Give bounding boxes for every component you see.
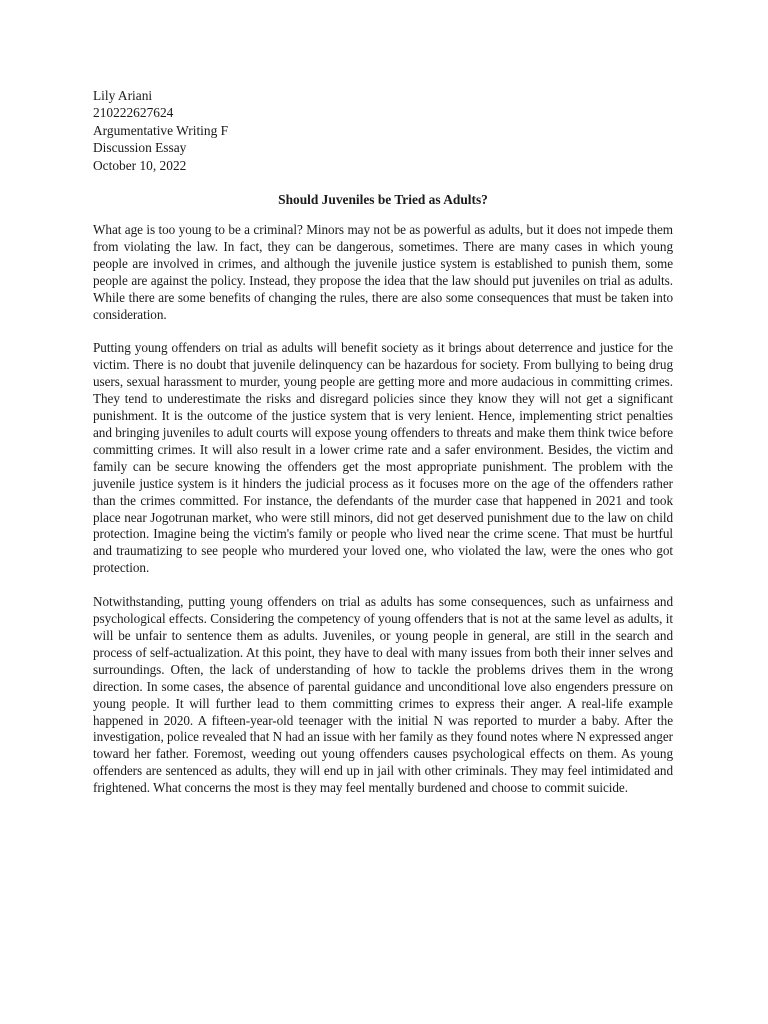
paragraph-consequences: Notwithstanding, putting young offenders on trial as adults has some consequences, such as unfairness and psychological effects. Considering the competency of young offenders that is not at the same level as adults, it will be unfair to sentence them as adults. Juveniles, or young people in general, are still in the search and process of self-actualization. At this point, they have to deal with many issues from both their inner selves and surroundings. Often, the lack of understanding of how to tackle the problems drives them in the wrong direction. In some cases, the absence of parental guidance and unconditional love also engenders pressure on young people. It will further lead to them committing crimes to express their anger. A real-life example happened in 2020. A fifteen-year-old teenager with the initial N was reported to murder a baby. After the investigation, police revealed that N had an issue with her family as they found notes where N expressed anger toward her father. Foremost, weeding out young offenders causes psychological effects on them. As young offenders are sentenced as adults, they will end up in jail with other criminals. They may feel intimidated and frightened. What concerns the most is they may feel mentally burdened and choose to commit suicide. <box>93 594 673 796</box>
assignment-type: Discussion Essay <box>93 140 187 156</box>
essay-body <box>93 87 673 814</box>
paragraph-benefits: Putting young offenders on trial as adults will benefit society as it brings about deterrence and justice for the victim. There is no doubt that juvenile delinquency can be hazardous for society. From bullying to being drug users, sexual harassment to murder, young people are getting more and more audacious in committing crimes. They tend to underestimate the risks and disregard policies since they know they will not get a significant punishment. It is the outcome of the justice system that is very lenient. Hence, implementing strict penalties and bringing juveniles to adult courts will expose young offenders to threats and make them think twice before committing crimes. It will also result in a lower crime rate and a safer environment. Besides, the victim and family can be secure knowing the offenders get the most appropriate punishment. The problem with the juvenile justice system is it hinders the judicial process as it focuses more on the age of the offenders rather than the crimes committed. For instance, the defendants of the murder case that happened in 2021 and took place near Jogotrunan market, who were still minors, did not get deserved punishment due to the law on child protection. Imagine being the victim's family or people who lived near the crime scene. That must be hurtful and traumatizing to see people who murdered your loved one, who violated the law, were the ones who got protection. <box>93 340 673 576</box>
paragraph-intro: What age is too young to be a criminal? Minors may not be as powerful as adults, but it does not impede them from violating the law. In fact, they can be dangerous, sometimes. There are many cases in which young people are involved in crimes, and although the juvenile justice system is established to punish them, some people are against the policy. Instead, they propose the idea that the law should put juveniles on trial as adults. While there are some benefits of changing the rules, there are also some consequences that must be taken into consideration. <box>93 222 673 322</box>
author-name: Lily Ariani <box>93 88 153 103</box>
essay-title: Should Juveniles be Tried as Adults? <box>278 192 488 208</box>
student-id: 210222627624 <box>93 105 174 121</box>
course-name: Argumentative Writing F <box>93 122 229 138</box>
essay-date: October 10, 2022 <box>93 157 187 173</box>
